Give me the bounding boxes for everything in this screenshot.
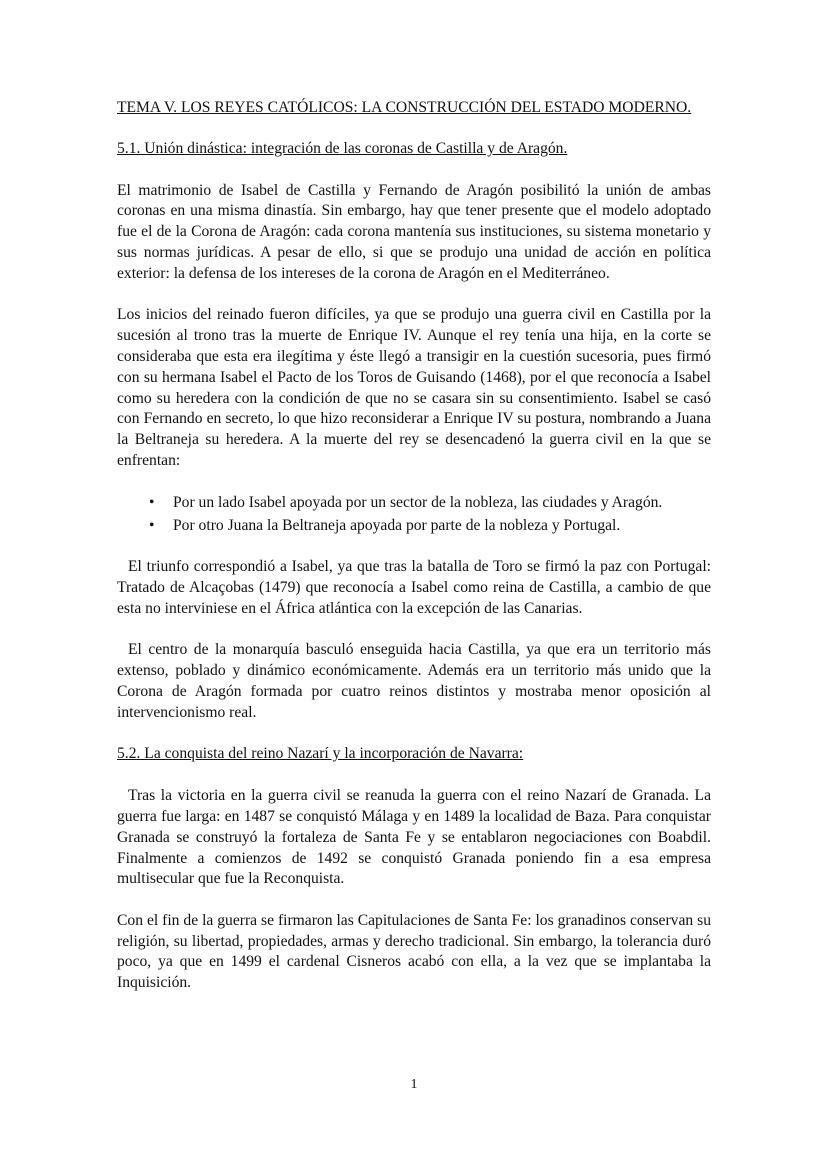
paragraph: Con el fin de la guerra se firmaron las Capitulaciones de Santa Fe: los granadinos conservan su religión, su libertad, propiedades, armas y derecho tradicional. Sin embargo, la tolerancia duró poco, ya que en 1499 el cardenal Cisneros acabó con ella, a la vez que se implantaba la Inquisición. <box>117 911 711 992</box>
section-heading-5-1: 5.1. Unión dinástica: integración de las coronas de Castilla y de Aragón. <box>117 139 568 157</box>
bullet-list <box>117 493 711 538</box>
page-number: 1 <box>410 1077 418 1092</box>
paragraph: El matrimonio de Isabel de Castilla y Fernando de Aragón posibilitó la unión de ambas coronas en una misma dinastía. Sin embargo, hay que tener presente que el modelo adoptado fue el de la Corona de Aragón: cada corona mantenía sus instituciones, su sistema monetario y sus normas jurídicas. A pesar de ello, si que se produjo una unidad de acción en política exterior: la defensa de los intereses de la corona de Aragón en el Mediterráneo. <box>117 181 711 282</box>
section-heading-5-2: 5.2. La conquista del reino Nazarí y la incorporación de Navarra: <box>117 745 524 763</box>
paragraph: Tras la victoria en la guerra civil se reanuda la guerra con el reino Nazarí de Granada. La guerra fue larga: en 1487 se conquistó Málaga y en 1489 la localidad de Baza. Para conquistar Granada se construyó la fortaleza de Santa Fe y se entablaron negociaciones con Boabdil. Finalmente a comienzos de 1492 se conquistó Granada poniendo fin a esa empresa multisecular que fue la Reconquista. <box>117 787 711 888</box>
bullet-icon: • <box>149 517 155 535</box>
document-title: TEMA V. LOS REYES CATÓLICOS: LA CONSTRUCCIÓN DEL ESTADO MODERNO. <box>117 99 692 116</box>
list-item-text: Por un lado Isabel apoyada por un sector de la nobleza, las ciudades y Aragón. <box>173 493 663 511</box>
document-page <box>117 98 711 1015</box>
bullet-icon: • <box>149 493 155 511</box>
paragraph: El triunfo correspondió a Isabel, ya que tras la batalla de Toro se firmó la paz con Portugal: Tratado de Alcaçobas (1479) que reconocía a Isabel como reina de Castilla, a cambio de que esta no interviniese en el África atlántica con la excepción de las Canarias. <box>117 558 711 617</box>
list-item <box>149 493 711 514</box>
list-item-text: Por otro Juana la Beltraneja apoyada por parte de la nobleza y Portugal. <box>173 517 621 535</box>
list-item <box>149 516 711 537</box>
paragraph: El centro de la monarquía basculó enseguida hacia Castilla, ya que era un territorio más extenso, poblado y dinámico económicamente. Además era un territorio más unido que la Corona de Aragón formada por cuatro reinos distintos y mostraba menor oposición al intervencionismo real. <box>117 641 711 721</box>
paragraph: Los inicios del reinado fueron difíciles, ya que se produjo una guerra civil en Castilla por la sucesión al trono tras la muerte de Enrique IV. Aunque el rey tenía una hija, en la corte se consideraba que esta era ilegítima y éste llegó a transigir en la cuestión sucesoria, pues firmó con su hermana Isabel el Pacto de los Toros de Guisando (1468), por el que reconocía a Isabel como su heredera con la condición de que no se casara sin su consentimiento. Isabel se casó con Fernando en secreto, lo que hizo reconsiderar a Enrique IV su postura, nombrando a Juana la Beltraneja su heredera. A la muerte del rey se desencadenó la guerra civil en la que se enfrentan: <box>117 306 711 469</box>
